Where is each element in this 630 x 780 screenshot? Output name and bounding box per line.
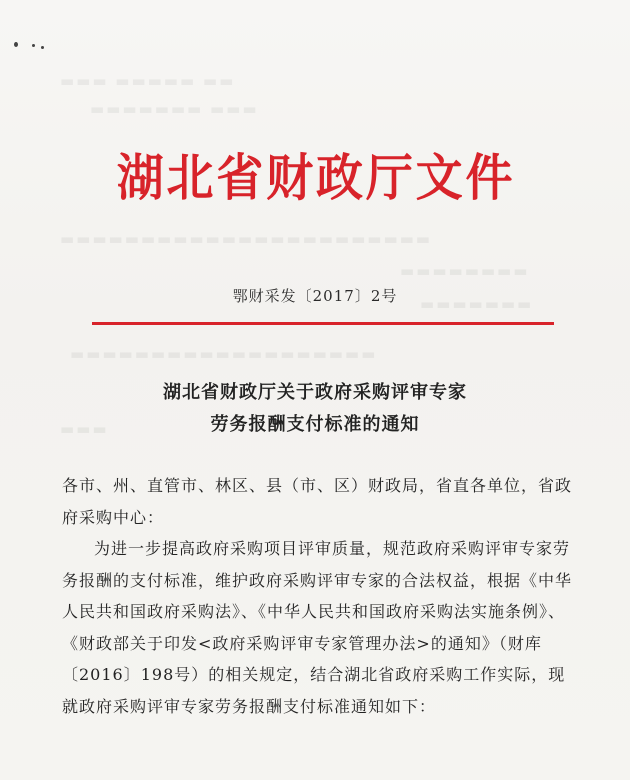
bleed-through: ▬▬▬▬▬▬▬▬▬▬▬▬▬▬▬▬▬▬▬	[70, 345, 378, 363]
notice-title-line-2: 劳务报酬支付标准的通知	[210, 414, 420, 435]
letterhead-title: 湖北省财政厅文件	[116, 148, 516, 207]
scan-specks	[14, 40, 54, 52]
bleed-through: ▬▬▬▬▬▬▬	[420, 295, 534, 313]
addressee: 各市、州、直管市、林区、县（市、区）财政局，省直各单位，省政府采购中心：	[62, 476, 573, 527]
notice-title-line-1: 湖北省财政厅关于政府采购评审专家	[163, 382, 467, 403]
bleed-through: ▬▬▬▬▬▬▬ ▬▬▬	[90, 100, 259, 118]
bleed-through: ▬▬▬▬▬▬▬▬	[400, 262, 530, 280]
bleed-through: ▬▬▬▬▬▬▬▬▬▬▬▬▬▬▬▬▬▬▬▬▬▬▬	[60, 230, 432, 248]
document-number: 鄂财采发〔2017〕2号	[232, 287, 398, 305]
body-paragraph: 为进一步提高政府采购项目评审质量，规范政府采购评审专家劳务报酬的支付标准，维护政府采购评审专家的合法权益，根据《中华人民共和国政府采购法》、《中华人民共和国政府采购法实施条例》、《财政部关于印发<政府采购评审专家管理办法>的通知》（财库〔2016〕198号）的相关规定，结合湖北省政府采购工作实际，现就政府采购评审专家劳务报酬支付标准通知如下：	[62, 539, 573, 716]
bleed-through: ▬▬▬	[60, 420, 109, 438]
red-divider-line	[92, 322, 554, 325]
bleed-through: ▬▬▬ ▬▬▬▬▬ ▬▬	[60, 72, 236, 90]
